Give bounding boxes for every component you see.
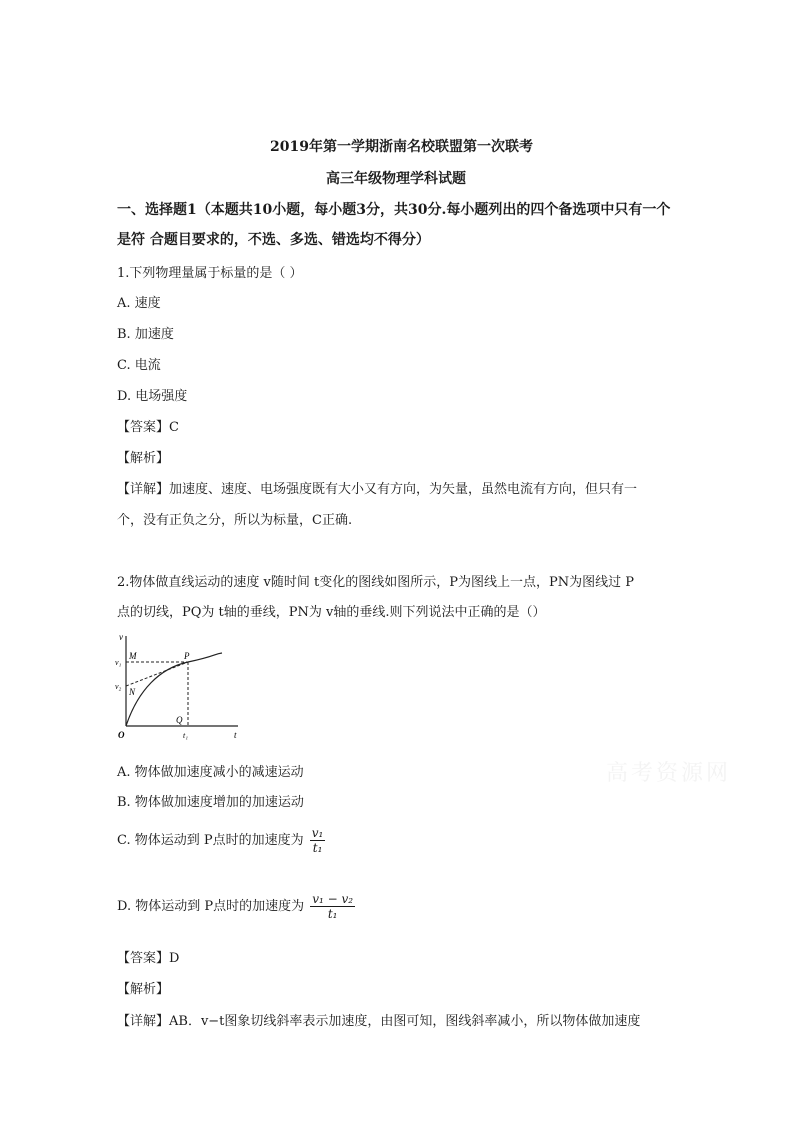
option-d-fraction bbox=[310, 892, 355, 921]
point-n-label: N bbox=[129, 687, 136, 697]
point-m-label: M bbox=[129, 651, 137, 661]
section-heading-line2: 是符 合题目要求的，不选、多选、错选均不得分） bbox=[117, 232, 430, 248]
question-1-detail-line2: 个，没有正负之分，所以为标量，C正确. bbox=[117, 513, 353, 528]
t-axis-label: t bbox=[234, 730, 237, 740]
question-2-option-b: B. 物体做加速度增加的加速运动 bbox=[117, 795, 304, 810]
page-subtitle: 高三年级物理学科试题 bbox=[326, 171, 466, 187]
section-heading-line1: 一、选择题1（本题共10小题，每小题3分，共30分.每小题列出的四个备选项中只有一个 bbox=[117, 202, 671, 218]
point-p-label: P bbox=[184, 651, 190, 661]
question-2-analysis: 【解析】 bbox=[117, 982, 170, 997]
option-c-fraction bbox=[310, 826, 326, 855]
option-c-numerator: v₁ bbox=[311, 826, 324, 840]
option-d-text: D. 物体运动到 P点时的加速度为 bbox=[117, 899, 305, 914]
question-2-option-d bbox=[117, 892, 355, 921]
question-2-option-c bbox=[117, 826, 325, 855]
option-d-denominator: t₁ bbox=[327, 907, 338, 921]
question-1-option-c: C. 电流 bbox=[117, 358, 161, 373]
option-c-text: C. 物体运动到 P点时的加速度为 bbox=[117, 833, 304, 848]
question-2-option-a: A. 物体做加速度减小的减速运动 bbox=[117, 765, 304, 780]
question-1-analysis: 【解析】 bbox=[117, 451, 170, 466]
v2-label: v₂ bbox=[115, 682, 122, 691]
question-2-stem-line2: 点的切线，PQ为 t轴的垂线，PN为 v轴的垂线.则下列说法中正确的是（） bbox=[117, 605, 546, 620]
tangent-pn-dashed-line bbox=[126, 662, 188, 686]
question-1-option-d: D. 电场强度 bbox=[117, 389, 188, 404]
option-c-denominator: t₁ bbox=[312, 841, 323, 855]
v-axis-label: v bbox=[119, 632, 123, 642]
question-1-detail-line1: 【详解】加速度、速度、电场强度既有大小又有方向，为矢量，虽然电流有方向，但只有一 bbox=[117, 482, 638, 497]
question-1-option-a: A. 速度 bbox=[117, 296, 161, 311]
vt-graph-figure bbox=[110, 630, 250, 742]
page-title: 2019年第一学期浙南名校联盟第一次联考 bbox=[270, 139, 533, 155]
vt-curve bbox=[126, 653, 222, 726]
v1-label: v₁ bbox=[115, 658, 122, 667]
question-1-answer: 【答案】C bbox=[117, 420, 179, 435]
question-1-option-b: B. 加速度 bbox=[117, 327, 174, 342]
question-2-detail: 【详解】AB．v−t图象切线斜率表示加速度，由图可知，图线斜率减小，所以物体做加速度 bbox=[117, 1014, 641, 1029]
point-q-label: Q bbox=[176, 715, 183, 725]
origin-label: O bbox=[118, 730, 125, 740]
question-1-stem: 1.下列物理量属于标量的是（ ） bbox=[117, 266, 303, 281]
t1-label: t₁ bbox=[183, 731, 189, 740]
question-2-answer: 【答案】D bbox=[117, 951, 180, 966]
watermark: 高考资源网 bbox=[606, 761, 732, 786]
question-2-stem-line1: 2.物体做直线运动的速度 v随时间 t变化的图线如图所示，P为图线上一点，PN为图线过 P bbox=[117, 575, 634, 590]
option-d-numerator: v₁ − v₂ bbox=[312, 892, 354, 906]
